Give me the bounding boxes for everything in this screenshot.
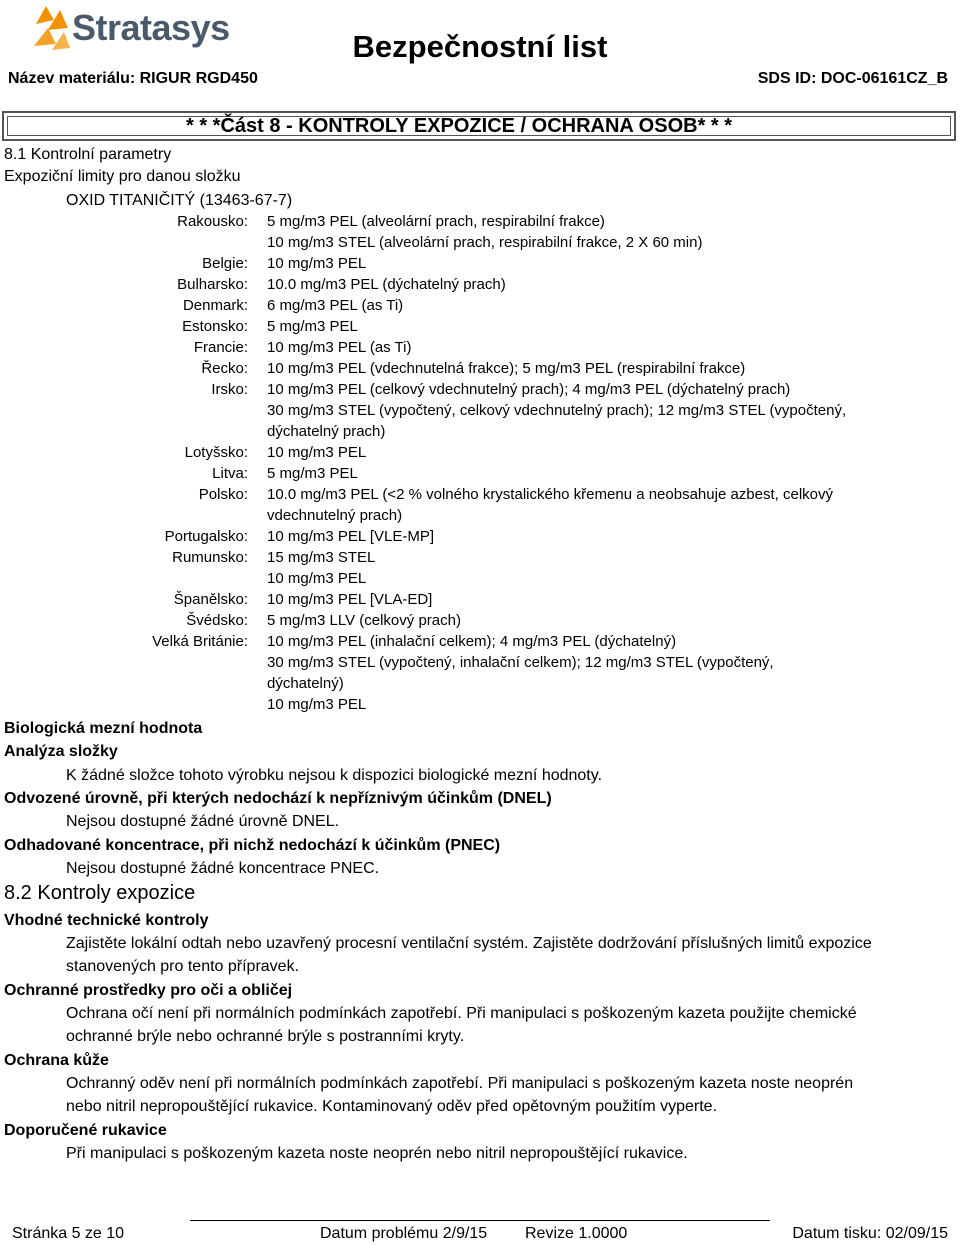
limit-country: Estonsko:	[182, 318, 248, 335]
limit-value: vdechnutelný prach)	[267, 507, 403, 524]
limit-value: 10.0 mg/m3 PEL (<2 % volného krystalického křemenu a neobsahuje azbest, celkový	[267, 486, 834, 503]
material-name: Název materiálu: RIGUR RGD450	[8, 70, 258, 87]
issue-date: Datum problému 2/9/15	[320, 1225, 488, 1242]
footer-rule	[190, 1220, 770, 1221]
engineering-controls-line-2: stanovených pro tento přípravek.	[66, 958, 300, 975]
biological-limit-heading: Biologická mezní hodnota	[4, 720, 203, 737]
limit-country: Lotyšsko:	[184, 444, 248, 461]
limit-value: 15 mg/m3 STEL	[267, 549, 376, 566]
limit-country: Bulharsko:	[177, 276, 248, 293]
limit-value: 10 mg/m3 PEL [VLA-ED]	[267, 591, 433, 608]
limit-country: Belgie:	[202, 255, 248, 272]
limit-value: 10 mg/m3 PEL [VLE-MP]	[267, 528, 435, 545]
limit-country: Velká Británie:	[152, 633, 248, 650]
limit-value: 10 mg/m3 PEL	[267, 570, 367, 587]
limit-country: Irsko:	[211, 381, 248, 398]
limit-value: 10 mg/m3 PEL	[267, 255, 367, 272]
limit-value: 5 mg/m3 LLV (celkový prach)	[267, 612, 461, 629]
exposure-limits-heading: Expoziční limity pro danou složku	[4, 168, 241, 185]
pnec-text: Nejsou dostupné žádné koncentrace PNEC.	[66, 860, 380, 877]
eye-protection-line-2: ochranné brýle nebo ochranné brýle s postranními kryty.	[66, 1028, 465, 1045]
limit-country: Rumunsko:	[172, 549, 248, 566]
component-analysis-heading: Analýza složky	[4, 743, 118, 760]
page-number: Stránka 5 ze 10	[12, 1225, 125, 1242]
limit-value: 10 mg/m3 PEL	[267, 444, 367, 461]
dnel-text: Nejsou dostupné žádné úrovně DNEL.	[66, 813, 340, 830]
eye-protection-line-1: Ochrana očí není při normálních podmínkách zapotřebí. Při manipulaci s poškozeným kazeta použijte chemické	[66, 1005, 857, 1022]
limit-value: 10 mg/m3 PEL (vdechnutelná frakce); 5 mg/m3 PEL (respirabilní frakce)	[267, 360, 746, 377]
engineering-controls-line-1: Zajistěte lokální odtah nebo uzavřený procesní ventilační systém. Zajistěte dodržování příslušných limitů expozice	[66, 935, 872, 952]
limit-value: 10 mg/m3 PEL (inhalační celkem); 4 mg/m3 PEL (dýchatelný)	[267, 633, 677, 650]
sds-id: SDS ID: DOC-06161CZ_B	[757, 70, 948, 87]
limit-value: dýchatelný prach)	[267, 423, 386, 440]
limit-value: 10 mg/m3 PEL	[267, 696, 367, 713]
section-8-2-heading: 8.2 Kontroly expozice	[4, 882, 196, 904]
pnec-heading: Odhadované koncentrace, při nichž nedochází k účinkům (PNEC)	[4, 837, 501, 854]
brand-wordmark: Stratasys	[72, 7, 230, 48]
limit-value: 30 mg/m3 STEL (vypočtený, celkový vdechnutelný prach); 12 mg/m3 STEL (vypočtený,	[267, 402, 847, 419]
gloves-heading: Doporučené rukavice	[4, 1122, 167, 1139]
skin-protection-line-1: Ochranný oděv není při normálních podmínkách zapotřebí. Při manipulaci s poškozeným kazeta noste neoprén	[66, 1075, 854, 1092]
skin-protection-line-2: nebo nitril nepropouštějící rukavice. Kontaminovaný oděv před opětovným použitím vyperte.	[66, 1098, 718, 1115]
limit-value: 6 mg/m3 PEL (as Ti)	[267, 297, 404, 314]
limit-value: 10 mg/m3 PEL (celkový vdechnutelný prach); 4 mg/m3 PEL (dýchatelný prach)	[267, 381, 791, 398]
skin-protection-heading: Ochrana kůže	[4, 1052, 109, 1069]
section-8-1-heading: 8.1 Kontrolní parametry	[4, 146, 172, 163]
limit-country: Portugalsko:	[164, 528, 248, 545]
engineering-controls-heading: Vhodné technické kontroly	[4, 912, 209, 929]
component-name: OXID TITANIČITÝ (13463-67-7)	[66, 192, 293, 209]
eye-protection-heading: Ochranné prostředky pro oči a obličej	[4, 982, 293, 999]
dnel-heading: Odvozené úrovně, při kterých nedochází k nepříznivým účinkům (DNEL)	[4, 790, 552, 807]
document-title: Bezpečnostní list	[352, 29, 608, 64]
limit-country: Švédsko:	[186, 612, 248, 629]
limit-country: Španělsko:	[173, 591, 248, 608]
limit-value: 5 mg/m3 PEL	[267, 465, 358, 482]
biological-limit-text: K žádné složce tohoto výrobku nejsou k dispozici biologické mezní hodnoty.	[66, 767, 603, 784]
limit-value: dýchatelný)	[267, 675, 344, 692]
limit-value: 10 mg/m3 PEL (as Ti)	[267, 339, 412, 356]
limit-value: 10.0 mg/m3 PEL (dýchatelný prach)	[267, 276, 506, 293]
limit-country: Francie:	[193, 339, 248, 356]
print-date: Datum tisku: 02/09/15	[792, 1225, 948, 1242]
limit-country: Litva:	[212, 465, 248, 482]
limit-country: Řecko:	[201, 360, 248, 377]
section-title: * * *Část 8 - KONTROLY EXPOZICE / OCHRANA OSOB* * *	[186, 115, 733, 137]
limit-country: Denmark:	[182, 297, 248, 314]
limit-value: 5 mg/m3 PEL	[267, 318, 358, 335]
limit-country: Rakousko:	[177, 213, 248, 230]
gloves-line-1: Při manipulaci s poškozeným kazeta noste neoprén nebo nitril nepropouštějící rukavice.	[66, 1145, 688, 1162]
limit-country: Polsko:	[198, 486, 248, 503]
limit-value: 5 mg/m3 PEL (alveolární prach, respirabilní frakce)	[267, 213, 605, 230]
revision: Revize 1.0000	[525, 1225, 628, 1242]
limit-value: 10 mg/m3 STEL (alveolární prach, respirabilní frakce, 2 X 60 min)	[267, 234, 703, 251]
limit-value: 30 mg/m3 STEL (vypočtený, inhalační celkem); 12 mg/m3 STEL (vypočtený,	[267, 654, 774, 671]
